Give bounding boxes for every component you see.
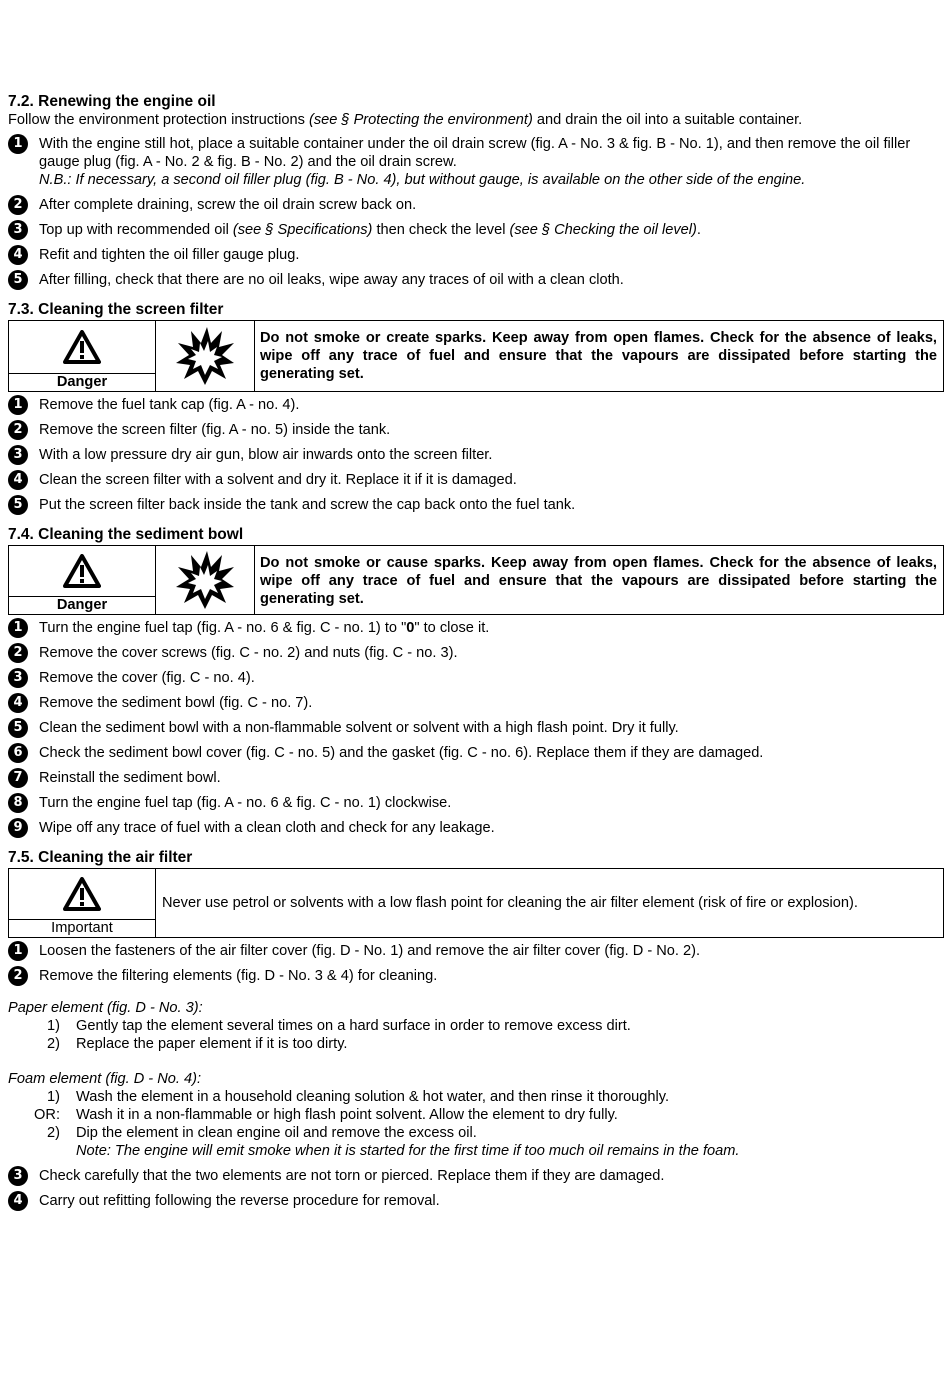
important-warning-box: [8, 868, 944, 938]
step-number-icon: 6: [8, 743, 28, 763]
step-number-icon: 8: [8, 793, 28, 813]
foam-item-2: [8, 1124, 944, 1142]
step-reference: (see § Checking the oil level): [509, 222, 697, 238]
step-note: N.B.: If necessary, a second oil filler plug (fig. B - No. 4), but without gauge, is available on the other side of the engine.: [39, 172, 806, 188]
step-number-icon: 1: [8, 618, 28, 638]
step-text: With a low pressure dry air gun, blow air inwards onto the screen filter.: [39, 447, 493, 463]
step-text: Remove the fuel tank cap (fig. A - no. 4).: [39, 397, 300, 413]
step-text: Remove the sediment bowl (fig. C - no. 7).: [39, 695, 313, 711]
item-number: 2): [47, 1125, 60, 1141]
step-1: [8, 135, 944, 189]
manual-page: [8, 93, 944, 1217]
item-text: Gently tap the element several times on a hard surface in order to remove excess dirt.: [76, 1018, 631, 1034]
step-number-icon: 4: [8, 470, 28, 490]
step-6: [8, 744, 944, 762]
item-text: Wash it in a non-flammable or high flash point solvent. Allow the element to dry fully.: [76, 1107, 618, 1123]
step-text: Remove the cover (fig. C - no. 4).: [39, 670, 255, 686]
step-number-icon: 7: [8, 768, 28, 788]
step-7: [8, 769, 944, 787]
step-number-icon: 1: [8, 134, 28, 154]
step-text: Turn the engine fuel tap (fig. A - no. 6 & fig. C - no. 1) to ": [39, 620, 407, 636]
step-number-icon: 3: [8, 1166, 28, 1186]
step-number-icon: 5: [8, 270, 28, 290]
step-9: [8, 819, 944, 837]
step-text: Remove the screen filter (fig. A - no. 5) inside the tank.: [39, 422, 391, 438]
section-title-7-5: 7.5. Cleaning the air filter: [8, 849, 193, 866]
step-2: [8, 196, 944, 214]
step-text: then check the level: [372, 222, 510, 238]
step-1: [8, 396, 944, 414]
step-number-icon: 2: [8, 420, 28, 440]
step-8: [8, 794, 944, 812]
danger-warning-box: [8, 320, 944, 392]
danger-label: Danger: [9, 596, 155, 614]
important-label: Important: [9, 919, 155, 937]
intro-text: Follow the environment protection instructions: [8, 112, 309, 128]
step-5: [8, 719, 944, 737]
step-number-icon: 5: [8, 495, 28, 515]
paper-element-heading: Paper element (fig. D - No. 3):: [8, 1000, 203, 1016]
step-text: Turn the engine fuel tap (fig. A - no. 6 & fig. C - no. 1) clockwise.: [39, 795, 452, 811]
step-text: Remove the cover screws (fig. C - no. 2) and nuts (fig. C - no. 3).: [39, 645, 458, 661]
step-number-icon: 1: [8, 395, 28, 415]
section-title-7-3: 7.3. Cleaning the screen filter: [8, 301, 224, 318]
step-1: [8, 619, 944, 637]
foam-element-heading: Foam element (fig. D - No. 4):: [8, 1071, 202, 1087]
step-number-icon: 1: [8, 941, 28, 961]
section-intro: [8, 111, 944, 129]
item-number: OR:: [34, 1107, 60, 1123]
step-text: After filling, check that there are no oil leaks, wipe away any traces of oil with a clean cloth.: [39, 272, 624, 288]
step-number-icon: 4: [8, 693, 28, 713]
explosion-icon: [156, 546, 255, 614]
step-text: Loosen the fasteners of the air filter cover (fig. D - No. 1) and remove the air filter cover (fig. D - No. 2).: [39, 943, 701, 959]
step-2: [8, 644, 944, 662]
item-number: 1): [47, 1089, 60, 1105]
step-text: Clean the screen filter with a solvent and dry it. Replace it if it is damaged.: [39, 472, 517, 488]
step-number-icon: 5: [8, 718, 28, 738]
step-text: Remove the filtering elements (fig. D - No. 3 & 4) for cleaning.: [39, 968, 438, 984]
danger-label: Danger: [9, 373, 155, 391]
item-text: Replace the paper element if it is too dirty.: [76, 1036, 348, 1052]
step-reference: (see § Specifications): [232, 222, 373, 238]
intro-text-end: and drain the oil into a suitable container.: [532, 112, 803, 128]
step-text: .: [696, 222, 701, 238]
item-text: Wash the element in a household cleaning solution & hot water, and then rinse it thoroughly.: [76, 1089, 670, 1105]
danger-warning-text: Do not smoke or create sparks. Keep away from open flames. Check for the absence of leaks, wipe off any trace of fuel and ensure that the vapours are dissipated before starting the generating set.: [260, 330, 937, 382]
section-title-7-2: 7.2. Renewing the engine oil: [8, 93, 216, 110]
step-4: [8, 246, 944, 264]
step-4: [8, 471, 944, 489]
step-5: [8, 496, 944, 514]
step-3: [8, 669, 944, 687]
step-number-icon: 2: [8, 643, 28, 663]
paper-item-1: [8, 1017, 944, 1035]
step-text: Put the screen filter back inside the tank and screw the cap back onto the fuel tank.: [39, 497, 576, 513]
step-number-icon: 2: [8, 195, 28, 215]
step-text: After complete draining, screw the oil drain screw back on.: [39, 197, 417, 213]
intro-reference: (see § Protecting the environment): [308, 112, 533, 128]
step-text: Carry out refitting following the reverse procedure for removal.: [39, 1193, 440, 1209]
warning-triangle-icon: [9, 869, 155, 919]
step-text: Wipe off any trace of fuel with a clean cloth and check for any leakage.: [39, 820, 495, 836]
step-text: Clean the sediment bowl with a non-flammable solvent or solvent with a high flash point. Dry it fully.: [39, 720, 679, 736]
step-text: Check the sediment bowl cover (fig. C - no. 5) and the gasket (fig. C - no. 6). Replace them if they are damaged.: [39, 745, 764, 761]
danger-warning-text: Do not smoke or cause sparks. Keep away from open flames. Check for the absence of leaks, wipe off any trace of fuel and ensure that the vapours are dissipated before starting the generating set.: [260, 555, 937, 607]
step-number-icon: 3: [8, 220, 28, 240]
explosion-icon: [156, 321, 255, 391]
step-text: " to close it.: [414, 620, 490, 636]
step-3: [8, 446, 944, 464]
step-3: [8, 1167, 944, 1185]
section-title-7-4: 7.4. Cleaning the sediment bowl: [8, 526, 244, 543]
foam-item-1: [8, 1088, 944, 1106]
step-number-icon: 4: [8, 245, 28, 265]
foam-item-or: [8, 1106, 944, 1124]
step-number-icon: 9: [8, 818, 28, 838]
step-2: [8, 421, 944, 439]
item-number: 2): [47, 1036, 60, 1052]
step-number-icon: 3: [8, 668, 28, 688]
warning-triangle-icon: [9, 321, 155, 373]
step-5: [8, 271, 944, 289]
step-number-icon: 2: [8, 966, 28, 986]
foam-note: Note: The engine will emit smoke when it is started for the first time if too much oil remains in the foam.: [76, 1143, 740, 1159]
step-text: Top up with recommended oil: [39, 222, 233, 238]
step-3: [8, 221, 944, 239]
step-number-icon: 3: [8, 445, 28, 465]
step-text: With the engine still hot, place a suitable container under the oil drain screw (fig. A - No. 3 & fig. B - No. 1), and then remove the oil filler gauge plug (fig. A - No. 2 & fig. B - No. 2) and the oil drain screw.: [39, 136, 911, 170]
step-number-icon: 4: [8, 1191, 28, 1211]
step-2: [8, 967, 944, 985]
item-number: 1): [47, 1018, 60, 1034]
danger-warning-box: [8, 545, 944, 615]
step-4: [8, 1192, 944, 1210]
item-text: Dip the element in clean engine oil and remove the excess oil.: [76, 1125, 477, 1141]
paper-item-2: [8, 1035, 944, 1053]
step-1: [8, 942, 944, 960]
tap-position: 0: [406, 620, 415, 636]
step-text: Check carefully that the two elements are not torn or pierced. Replace them if they are damaged.: [39, 1168, 665, 1184]
warning-triangle-icon: [9, 546, 155, 596]
step-text: Reinstall the sediment bowl.: [39, 770, 221, 786]
step-text: Refit and tighten the oil filler gauge plug.: [39, 247, 300, 263]
step-4: [8, 694, 944, 712]
important-warning-text: Never use petrol or solvents with a low flash point for cleaning the air filter element (risk of fire or explosion).: [162, 895, 858, 911]
